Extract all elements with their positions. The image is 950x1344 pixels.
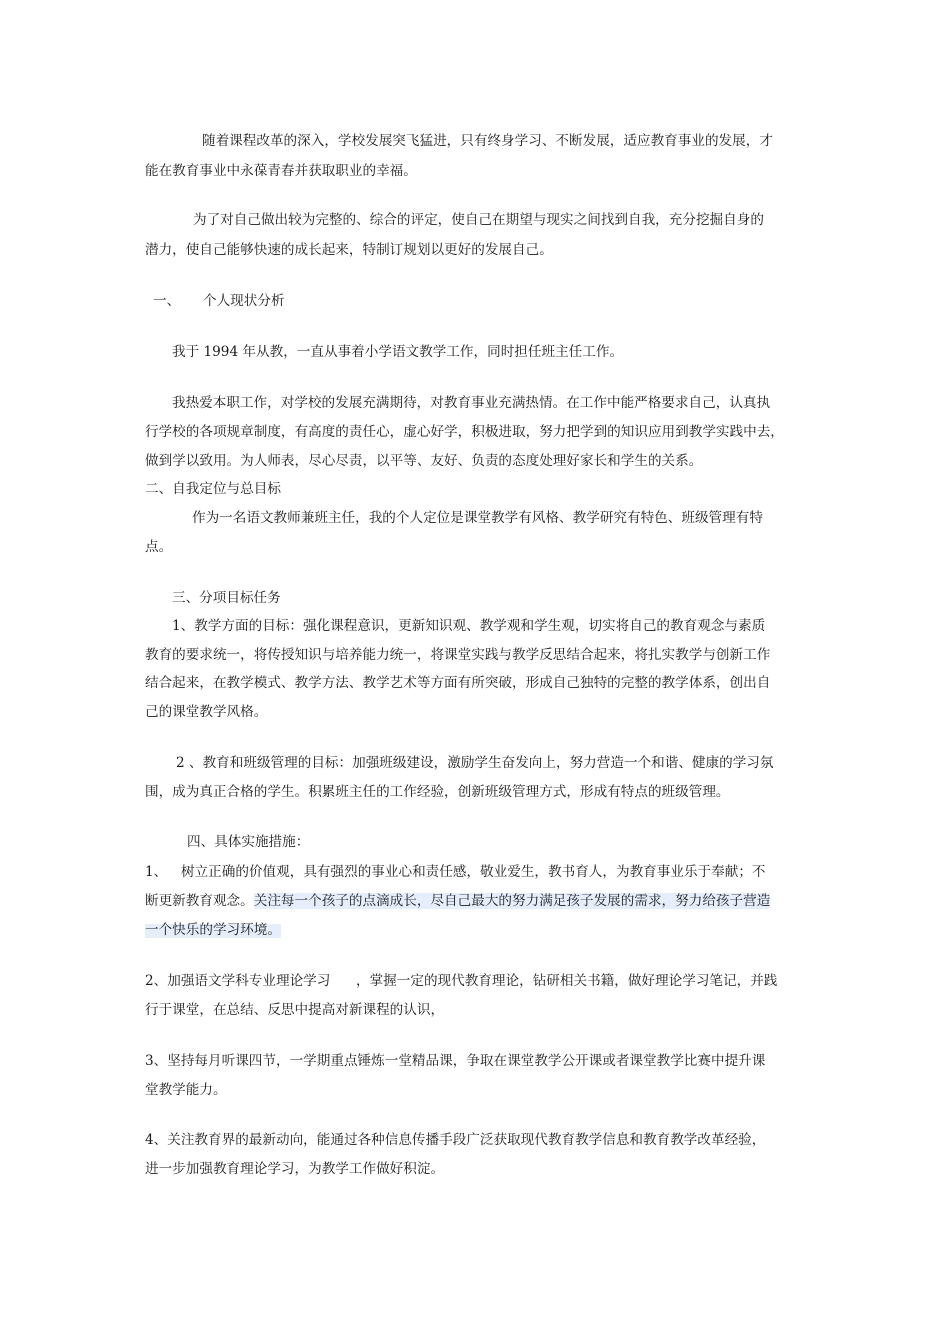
section-3-heading: 三、分项目标任务 [172, 590, 281, 606]
text-line: 进一步加强教育理论学习，为教学工作做好积淀。 [145, 1161, 445, 1177]
text-line: 树立正确的价值观，具有强烈的事业心和责任感，敬业爱生，教书育人，为教育事业乐于奉献；不 [181, 864, 766, 880]
text-line: 为了对自己做出较为完整的、综合的评定，使自己在期望与现实之间找到自我，充分挖掘自身的 [193, 212, 764, 228]
text-line: 作为一名语文教师兼班主任，我的个人定位是课堂教学有风格、教学研究有特色、班级管理有特 [192, 510, 763, 526]
section-4-heading: 四、具体实施措施： [187, 834, 310, 850]
text-line: 1、教学方面的目标：强化课程意识，更新知识观、教学观和学生观，切实将自己的教育观念与素质 [172, 618, 766, 634]
text-line: 己的课堂教学风格。 [145, 704, 268, 720]
highlighted-text: 一个快乐的学习环境。 [145, 922, 281, 938]
text-line: 随着课程改革的深入，学校发展突飞猛进，只有终身学习、不断发展，适应教育事业的发展，才 [202, 133, 773, 149]
text-line: 点。 [145, 539, 173, 555]
text-segment: 断更新教育观念。 [145, 893, 254, 909]
text-line: 我于 1994 年从教，一直从事着小学语文教学工作，同时担任班主任工作。 [172, 344, 624, 360]
text-line: 我热爱本职工作，对学校的发展充满期待，对教育事业充满热情。在工作中能严格要求自己，认真执 [172, 395, 771, 411]
text-line: 能在教育事业中永葆青春并获取职业的幸福。 [145, 163, 417, 179]
text-line: 行学校的各项规章制度，有高度的责任心，虚心好学，积极进取，努力把学到的知识应用到教学实践中去， [145, 424, 784, 440]
text-line: 堂教学能力。 [145, 1082, 227, 1098]
measure-number: 1、 [145, 864, 168, 880]
text-line: 围，成为真正合格的学生。积累班主任的工作经验，创新班级管理方式，形成有特点的班级管理。 [145, 784, 730, 800]
text-segment: ，掌握一定的现代教育理论，钻研相关书籍，做好理论学习笔记，并践 [356, 973, 778, 989]
text-line: 行于课堂，在总结、反思中提高对新课程的认识， [145, 1002, 445, 1018]
text-line-mixed [145, 895, 770, 909]
text-line: 教育的要求统一，将传授知识与培养能力统一，将课堂实践与教学反思结合起来，将扎实教学与创新工作 [145, 647, 771, 663]
section-number: 一、 [153, 293, 181, 309]
text-line: 结合起来，在教学模式、教学方法、教学艺术等方面有所突破，形成自己独特的完整的教学体系，创出自 [145, 675, 771, 691]
text-line: 3、坚持每月听课四节，一学期重点锤炼一堂精品课，争取在课堂教学公开课或者课堂教学比赛中提升课 [145, 1053, 766, 1069]
section-2-heading: 二、自我定位与总目标 [145, 481, 281, 497]
text-line: 4、关注教育界的最新动向，能通过各种信息传播手段广泛获取现代教育教学信息和教育教学改革经验， [145, 1132, 766, 1148]
text-line: 做到学以致用。为人师表，尽心尽责，以平等、友好、负责的态度处理好家长和学生的关系。 [145, 453, 703, 469]
highlighted-text: 关注每一个孩子的点滴成长，尽自己最大的努力满足孩子发展的需求，努力给孩子营造 [253, 893, 771, 909]
text-segment: 2、加强语文学科专业理论学习 [145, 973, 331, 989]
text-line: 2 、教育和班级管理的目标：加强班级建设，激励学生奋发向上，努力营造一个和谐、健康的学习氛 [176, 755, 774, 771]
text-line: 潜力，使自己能够快速的成长起来，特制订规划以更好的发展自己。 [145, 242, 553, 258]
section-title: 个人现状分析 [203, 293, 285, 309]
